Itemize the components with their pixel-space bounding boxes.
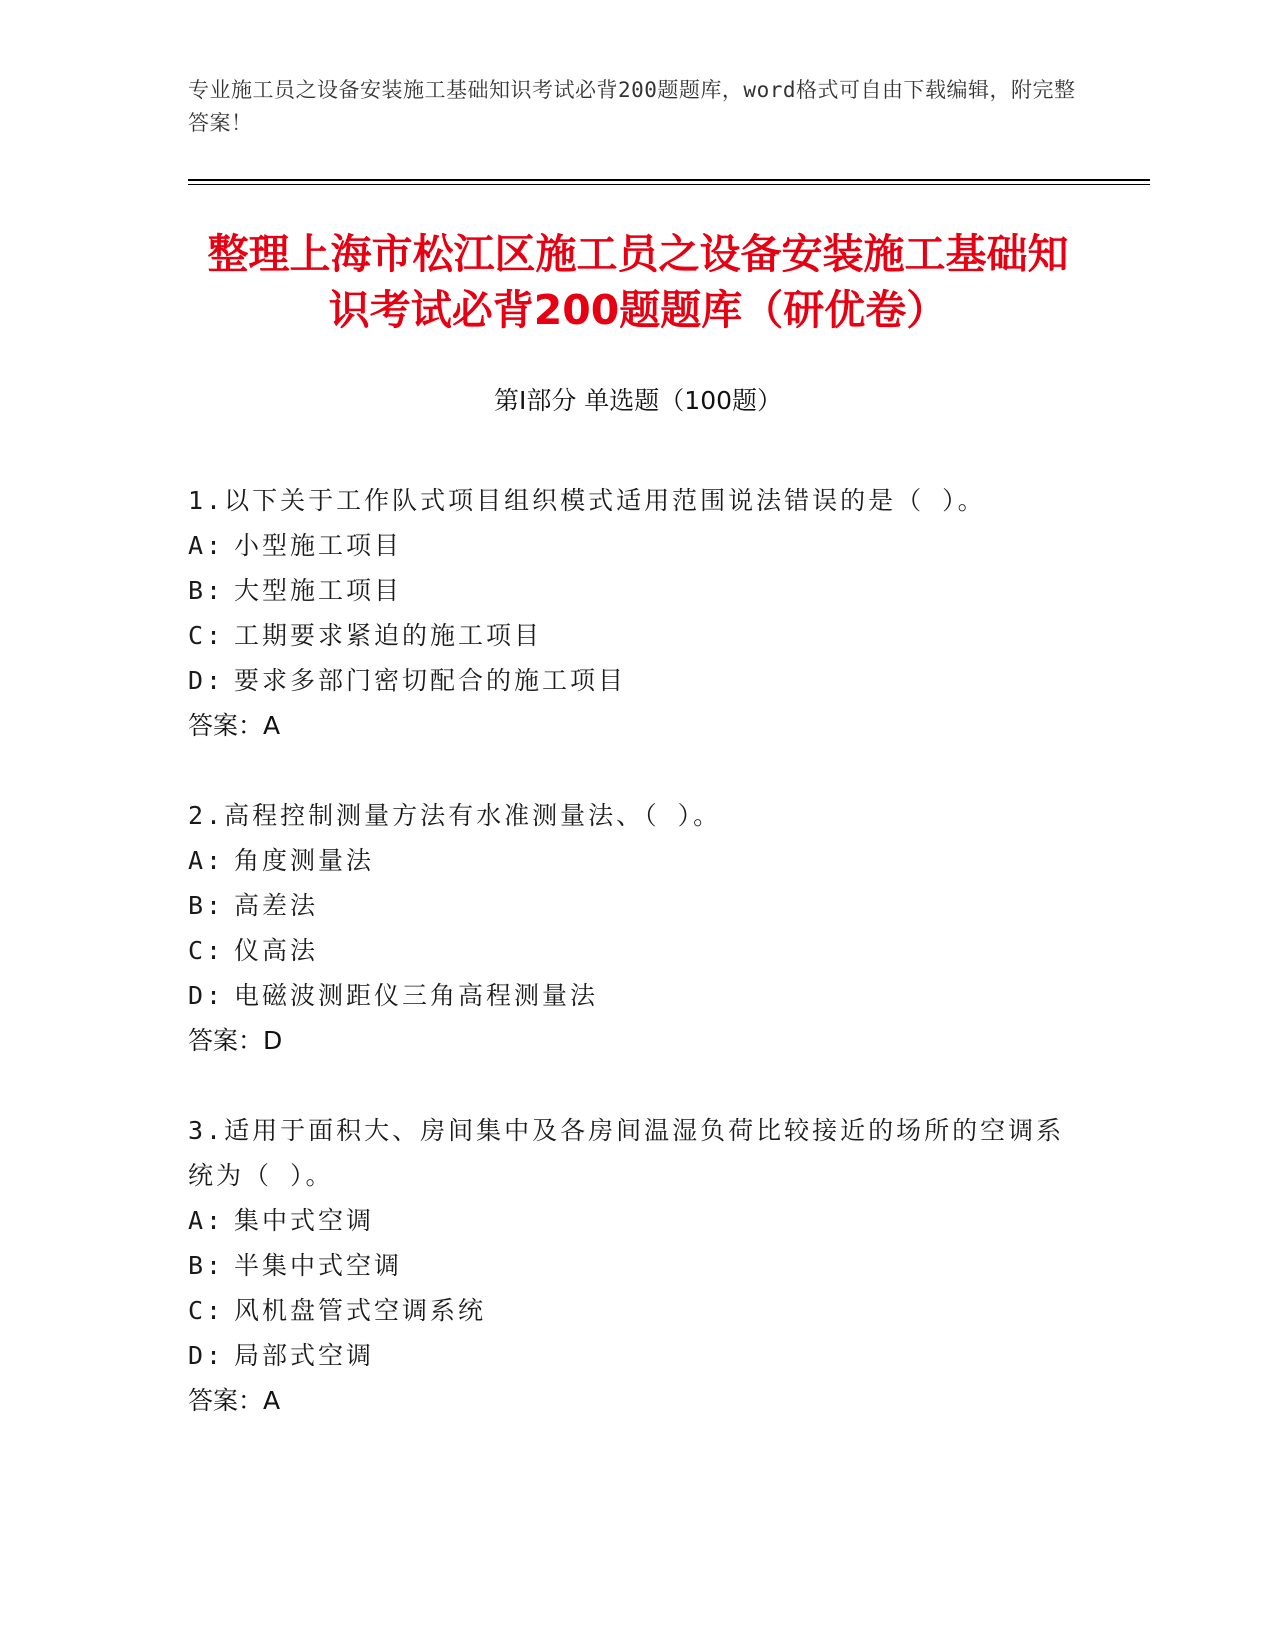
option-c bbox=[188, 928, 1088, 973]
question-number: 2. bbox=[188, 801, 225, 830]
question-number: 1. bbox=[188, 486, 225, 515]
question-list bbox=[188, 478, 1088, 1468]
answer bbox=[188, 1018, 1088, 1064]
header-rule-thick bbox=[188, 179, 1150, 181]
option-text: 风机盘管式空调系统 bbox=[234, 1296, 487, 1325]
question-2 bbox=[188, 793, 1088, 1064]
option-text: 仪高法 bbox=[234, 936, 319, 965]
option-b bbox=[188, 883, 1088, 928]
answer-value: D bbox=[263, 1026, 283, 1055]
option-letter: C: bbox=[188, 936, 225, 965]
option-text: 半集中式空调 bbox=[234, 1251, 403, 1280]
option-text: 大型施工项目 bbox=[234, 576, 403, 605]
answer bbox=[188, 1378, 1088, 1424]
option-text: 角度测量法 bbox=[234, 846, 375, 875]
question-stem bbox=[188, 1108, 1088, 1198]
answer-label: 答案： bbox=[188, 1026, 264, 1055]
option-letter: A: bbox=[188, 1206, 225, 1235]
option-letter: D: bbox=[188, 666, 225, 695]
option-text: 工期要求紧迫的施工项目 bbox=[234, 621, 543, 650]
header-rule-thin bbox=[188, 184, 1150, 185]
question-stem bbox=[188, 793, 1088, 838]
option-text: 局部式空调 bbox=[234, 1341, 375, 1370]
option-b bbox=[188, 568, 1088, 613]
option-a bbox=[188, 523, 1088, 568]
option-a bbox=[188, 1198, 1088, 1243]
option-text: 小型施工项目 bbox=[234, 531, 403, 560]
question-1 bbox=[188, 478, 1088, 749]
document-title: 整理上海市松江区施工员之设备安装施工基础知识考试必背200题题库（研优卷） bbox=[207, 230, 1069, 334]
header-note: 专业施工员之设备安装施工基础知识考试必背200题题库，word格式可自由下载编辑，附完整答案！ bbox=[188, 78, 1076, 135]
question-3 bbox=[188, 1108, 1088, 1424]
option-letter: B: bbox=[188, 891, 225, 920]
option-text: 要求多部门密切配合的施工项目 bbox=[234, 666, 627, 695]
option-text: 电磁波测距仪三角高程测量法 bbox=[234, 981, 599, 1010]
answer bbox=[188, 703, 1088, 749]
question-number: 3. bbox=[188, 1116, 225, 1145]
option-c bbox=[188, 613, 1088, 658]
option-d bbox=[188, 1333, 1088, 1378]
option-c bbox=[188, 1288, 1088, 1333]
answer-label: 答案： bbox=[188, 711, 264, 740]
option-letter: A: bbox=[188, 531, 225, 560]
option-d bbox=[188, 973, 1088, 1018]
option-letter: C: bbox=[188, 1296, 225, 1325]
option-letter: C: bbox=[188, 621, 225, 650]
answer-value: A bbox=[263, 1386, 281, 1415]
section-heading: 第Ⅰ部分 单选题（100题） bbox=[493, 386, 783, 415]
option-letter: D: bbox=[188, 1341, 225, 1370]
question-stem bbox=[188, 478, 1088, 523]
option-b bbox=[188, 1243, 1088, 1288]
option-text: 集中式空调 bbox=[234, 1206, 375, 1235]
option-letter: B: bbox=[188, 576, 225, 605]
option-letter: D: bbox=[188, 981, 225, 1010]
option-letter: A: bbox=[188, 846, 225, 875]
option-letter: B: bbox=[188, 1251, 225, 1280]
option-text: 高差法 bbox=[234, 891, 319, 920]
question-text: 以下关于工作队式项目组织模式适用范围说法错误的是（ ）。 bbox=[224, 486, 986, 515]
answer-label: 答案： bbox=[188, 1386, 264, 1415]
option-a bbox=[188, 838, 1088, 883]
answer-value: A bbox=[263, 711, 281, 740]
option-d bbox=[188, 658, 1088, 703]
question-text: 适用于面积大、房间集中及各房间温湿负荷比较接近的场所的空调系统为（ ）。 bbox=[188, 1116, 1065, 1190]
question-text: 高程控制测量方法有水准测量法、（ ）。 bbox=[224, 801, 722, 830]
